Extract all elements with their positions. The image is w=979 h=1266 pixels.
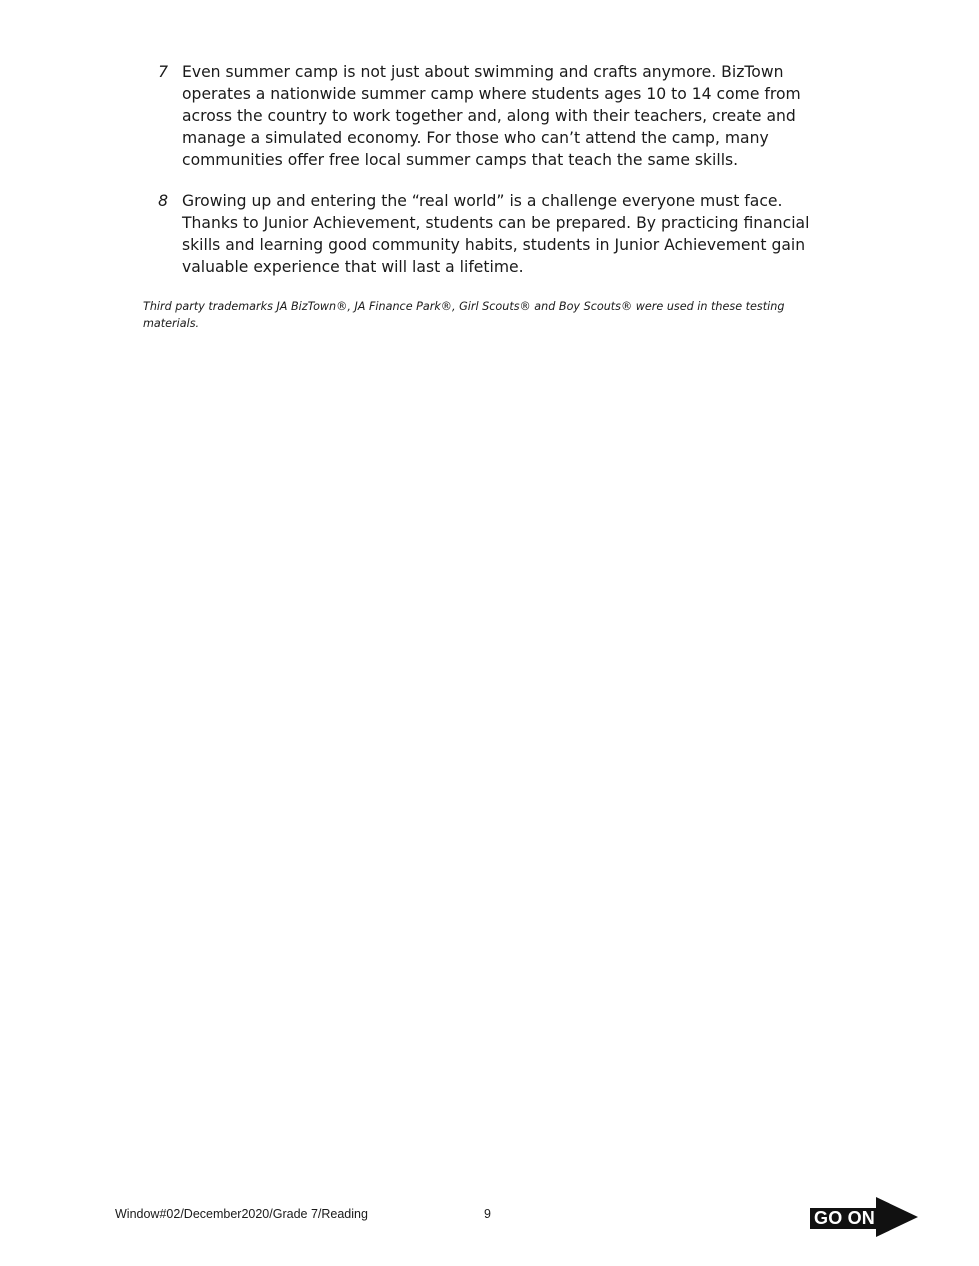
paragraph-number: 7 (158, 63, 168, 81)
footer-page-number: 9 (484, 1207, 491, 1221)
right-arrow-icon (876, 1197, 918, 1237)
go-on-indicator (810, 1197, 920, 1239)
footer-document-id: Window#02/December2020/Grade 7/Reading (115, 1207, 368, 1221)
paragraph-8 (150, 190, 840, 278)
go-on-label: GO ON (814, 1208, 876, 1228)
trademark-note: Third party trademarks JA BizTown®, JA Finance Park®, Girl Scouts® and Boy Scouts® were used in these testing materials. (143, 300, 785, 330)
paragraph-text: Growing up and entering the “real world” is a challenge everyone must face. Thanks to Junior Achievement, students can be prepared. By practicing financial skills and learning good community habits, students in Junior Achievement gain valuable experience that will last a lifetime. (182, 192, 810, 276)
paragraph-7 (150, 61, 840, 171)
paragraph-text: Even summer camp is not just about swimming and crafts anymore. BizTown operates a nationwide summer camp where students ages 10 to 14 come from across the country to work together and, along with their teachers, create and manage a simulated economy. For those who can’t attend the camp, many communities offer free local summer camps that teach the same skills. (182, 63, 801, 169)
paragraph-number: 8 (158, 192, 168, 210)
